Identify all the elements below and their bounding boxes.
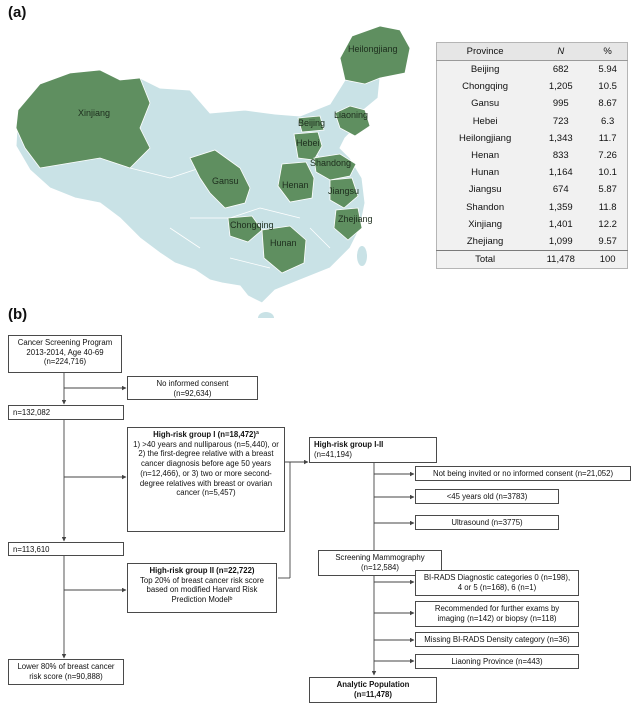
label-hunan: Hunan: [270, 238, 297, 248]
cell-province: Gansu: [471, 98, 500, 110]
cell-n: 1,164: [548, 167, 573, 179]
header-province: Province: [437, 43, 534, 61]
label-chongqing: Chongqing: [230, 220, 274, 230]
further-exams-box: [415, 601, 579, 627]
cell-total-n: 11,478: [533, 251, 588, 269]
under-45-box: [415, 489, 559, 504]
birads-line-2: 4 or 5 (n=168), 6 (n=1): [457, 582, 537, 592]
mammography-line-1: Screening Mammography: [335, 553, 425, 562]
birads-line-1: BI-RADS Diagnostic categories 0 (n=198),: [423, 573, 571, 582]
analytic-line-1: Analytic Population: [336, 680, 410, 689]
mammography-line-2: (n=12,584): [361, 562, 399, 572]
further-exams-line-1: Recommended for further exams by: [434, 604, 560, 613]
cell-province: Beijing: [470, 64, 500, 76]
label-hebei: Hebei: [296, 138, 320, 148]
cell-province: Xinjiang: [468, 218, 503, 230]
cell-province: Chongqing: [462, 81, 509, 93]
cell-province: Zhejiang: [466, 235, 504, 247]
high-risk-1-2-box: [309, 437, 437, 463]
cell-pct: 10.1: [598, 167, 617, 179]
cell-pct: 5.94: [598, 64, 617, 76]
high-risk-1-box: [127, 427, 285, 532]
cell-pct: 8.67: [598, 98, 617, 110]
missing-density-text: Missing BI-RADS Density category (n=36): [424, 635, 570, 644]
birads-box: [415, 570, 579, 596]
program-line-1: Cancer Screening Program: [17, 338, 113, 347]
high-risk-1-2-title: High-risk group I-II: [314, 440, 384, 449]
program-line-2: 2013-2014, Age 40-69: [26, 347, 104, 357]
high-risk-1-criteria: 1) >40 years and nulliparous (n=5,440), or 2) the first-degree relative with a breast cancer diagnosis before age 50 years (n=12,466), or 3) two or more second-degree relatives with breast or ovarian cancer (n=5,457): [133, 439, 279, 498]
n113-box: [8, 542, 124, 556]
cell-n: 995: [552, 98, 569, 110]
cell-total-pct: 100: [588, 251, 627, 269]
label-jiangsu: Jiangsu: [328, 186, 360, 196]
liaoning-excluded-box: [415, 654, 579, 669]
no-consent-line-1: No informed consent: [156, 379, 229, 388]
cell-n: 674: [552, 184, 569, 196]
no-consent-box: [127, 376, 258, 400]
label-shandong: Shandong: [310, 158, 352, 168]
cell-n: 1,205: [548, 81, 573, 93]
cell-province: Heilongjiang: [458, 132, 512, 144]
not-invited-text: Not being invited or no informed consent (n=21,052): [432, 469, 614, 478]
lower-80-box: [8, 659, 124, 685]
cell-pct: 12.2: [598, 218, 617, 230]
no-consent-line-2: (n=92,634): [173, 388, 212, 398]
n113-text: n=113,610: [13, 545, 50, 554]
cell-pct: 11.8: [598, 201, 617, 213]
cell-pct: 5.87: [598, 184, 617, 196]
cell-pct: 11.7: [598, 132, 617, 144]
label-liaoning: Liaoning: [334, 110, 369, 120]
cell-n: 833: [552, 150, 569, 162]
label-zhejiang: Zhejiang: [338, 214, 373, 224]
program-box: [8, 335, 122, 373]
cell-n: 682: [552, 64, 569, 76]
cell-n: 1,401: [548, 218, 573, 230]
cell-pct: 10.5: [598, 81, 617, 93]
header-pct: %: [588, 43, 627, 61]
cell-n: 1,359: [548, 201, 573, 213]
analytic-population-box: [309, 677, 437, 703]
missing-density-box: [415, 632, 579, 647]
cell-province: Hunan: [471, 167, 500, 179]
label-gansu: Gansu: [212, 176, 239, 186]
label-beijing: Beijing: [298, 118, 326, 128]
not-invited-box: [415, 466, 631, 481]
cell-n: 1,343: [548, 132, 573, 144]
cell-province: Shandon: [466, 201, 505, 213]
n132-text: n=132,082: [13, 408, 51, 417]
cell-province: Henan: [471, 150, 500, 162]
cell-pct: 7.26: [598, 150, 617, 162]
cell-pct: 6.3: [601, 115, 615, 127]
n132-box: [8, 405, 124, 420]
panel-b-label: (b): [8, 306, 28, 323]
ultrasound-text: Ultrasound (n=3775): [451, 518, 523, 527]
high-risk-1-2-count: (n=41,194): [314, 449, 352, 459]
lower-80-line-2: risk score (n=90,888): [29, 671, 103, 681]
label-heilongjiang: Heilongjiang: [348, 44, 398, 54]
cell-province: Hebei: [472, 115, 498, 127]
liaoning-excluded-text: Liaoning Province (n=443): [451, 657, 543, 666]
cell-n: 1,099: [548, 235, 573, 247]
cell-total-label: Total: [437, 251, 534, 269]
analytic-line-2: (n=11,478): [354, 689, 392, 699]
header-n: N: [533, 43, 588, 61]
high-risk-1-title: High-risk group I (n=18,472)ª: [153, 430, 259, 439]
cell-province: Jiangsu: [468, 184, 502, 196]
ultrasound-box: [415, 515, 559, 530]
high-risk-2-box: [127, 563, 277, 613]
label-xinjiang: Xinjiang: [78, 108, 111, 118]
cell-n: 723: [552, 115, 569, 127]
under-45-text: <45 years old (n=3783): [446, 492, 528, 501]
panel-a-label: (a): [8, 4, 27, 21]
high-risk-2-criteria: Top 20% of breast cancer risk score based on modified Harvard Risk Prediction Modelᵇ: [140, 575, 264, 605]
further-exams-line-2: imaging (n=142) or biopsy (n=118): [437, 613, 557, 623]
cell-pct: 9.57: [598, 235, 617, 247]
label-henan: Henan: [282, 180, 309, 190]
high-risk-2-title: High-risk group II (n=22,722): [149, 566, 255, 575]
lower-80-line-1: Lower 80% of breast cancer: [17, 662, 115, 671]
program-line-3: (n=224,716): [43, 357, 87, 367]
